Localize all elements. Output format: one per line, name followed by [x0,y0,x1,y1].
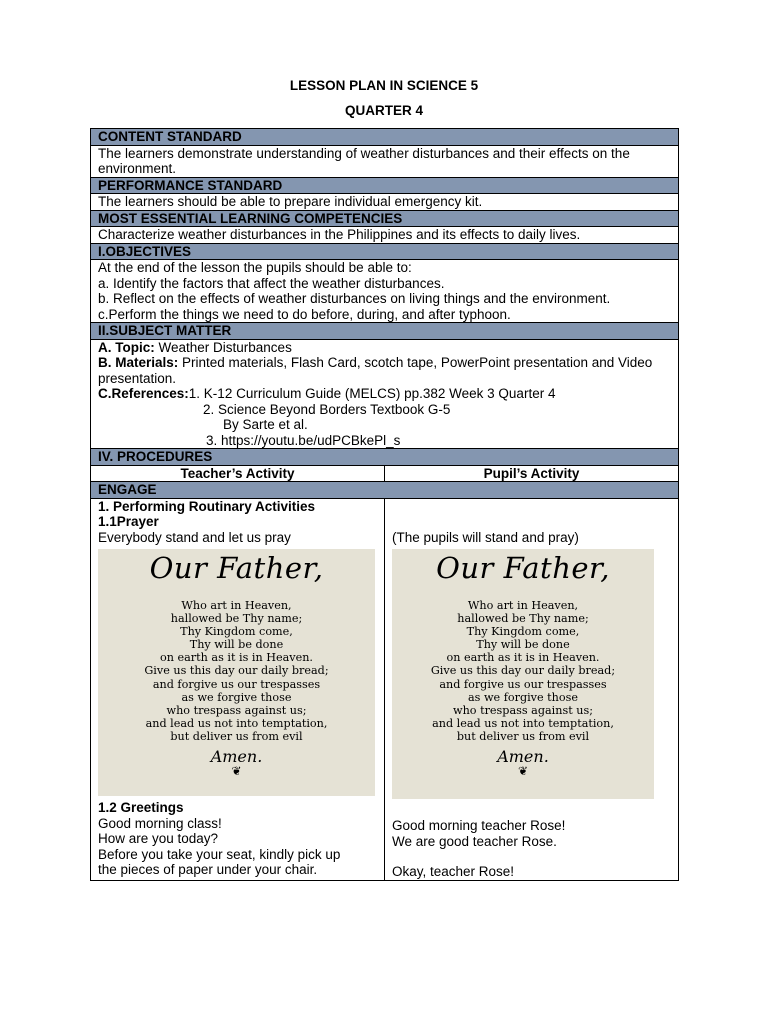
prayer-line: hallowed be Thy name; [457,612,589,626]
procedures-header: IV. PROCEDURES [91,449,679,466]
document-title: LESSON PLAN IN SCIENCE 5 [289,78,479,93]
reference-2-author: By Sarte et al. [223,417,308,432]
prayer-line: Give us this day our daily bread; [144,664,329,678]
materials-value: Printed materials, Flash Card, scotch tape, PowerPoint presentation and Video presentation. [98,355,653,386]
prayer-title: Our Father, [149,551,324,585]
teacher-greeting-line: How are you today? [98,831,219,846]
spacer [392,803,671,818]
prayer-line: who trespass against us; [166,703,307,717]
teacher-greeting-line: Good morning class! [98,815,222,831]
materials-label: B. Materials: [98,355,179,370]
topic-row [98,340,671,356]
objectives-line: c.Perform the things we need to do before, during, and after typhoon. [98,306,511,322]
prayer-line: as we forgive those [181,690,292,704]
prayer-line: and lead us not into temptation, [145,716,328,730]
subject-matter-body [91,339,679,449]
prayer-line: as we forgive those [468,690,578,704]
spacer [392,849,671,864]
routinary-heading: 1. Performing Routinary Activities [98,498,316,514]
prayer-line: and forgive us our trespasses [152,677,321,691]
objectives-line: a. Identify the factors that affect the weather disturbances. [98,275,445,291]
prayer-line: on earth as it is in Heaven. [446,651,600,665]
materials-row [98,355,671,386]
melc-header: MOST ESSENTIAL LEARNING COMPETENCIES [91,210,679,227]
our-father-prayer-image [98,549,375,796]
references-label: C.References: [98,386,189,401]
prayer-line: who trespass against us; [453,703,593,717]
prayer-line: on earth as it is in Heaven. [160,651,313,665]
teacher-greeting-line: the pieces of paper under your chair. [98,862,318,877]
subject-matter-header: II.SUBJECT MATTER [91,323,679,340]
pupil-greeting-line: Good morning teacher Rose! [392,818,566,833]
prayer-line: and forgive us our trespasses [439,677,607,691]
objectives-line: b. Reflect on the effects of weather disturbances on living things and the environment. [98,291,611,306]
prayer-amen: Amen. [497,747,549,767]
lesson-plan-table [90,128,679,881]
teacher-prayer-text: Everybody stand and let us pray [98,529,291,545]
spacer [392,514,671,530]
prayer-line: hallowed be Thy name; [170,612,303,626]
flourish-ornament-icon: ❦ [231,763,242,778]
pupil-prayer-text: (The pupils will stand and pray) [392,529,579,545]
prayer-line: Thy will be done [476,638,570,652]
content-standard-text: The learners demonstrate understanding of weather disturbances and their effects on the environment. [91,145,679,177]
performance-standard-header: PERFORMANCE STANDARD [91,177,679,194]
engage-header: ENGAGE [91,482,679,499]
prayer-line: Thy Kingdom come, [466,625,580,639]
reference-3[interactable]: 3. https://youtu.be/udPCBkePl_s [206,432,401,448]
topic-value: Weather Disturbances [154,339,292,355]
prayer-line: Who art in Heaven, [467,599,579,612]
prayer-line: and lead us not into temptation, [432,716,614,730]
spacer [392,499,671,514]
prayer-line: Thy will be done [189,638,284,652]
objectives-header: I.OBJECTIVES [91,243,679,260]
reference-1: 1. K-12 Curriculum Guide (MELCS) pp.382 Week 3 Quarter 4 [188,386,556,401]
teacher-activity-cell [91,498,385,880]
prayer-line: but deliver us from evil [456,729,590,743]
prayer-lines [98,599,375,743]
prayer-line: Who art in Heaven, [181,599,292,612]
pupil-greeting-line: Okay, teacher Rose! [392,864,515,879]
prayer-lines [392,599,654,743]
prayer-line: Give us this day our daily bread; [430,664,616,678]
objectives-body [91,260,679,323]
objectives-line: At the end of the lesson the pupils should be able to: [98,260,412,275]
pupil-greeting-line: We are good teacher Rose. [392,833,557,849]
teacher-greeting-line: Before you take your seat, kindly pick up [98,846,341,862]
our-father-prayer-image [392,549,654,799]
pupil-activity-cell [385,498,679,880]
prayer-title: Our Father, [436,551,610,585]
prayer-amen: Amen. [210,747,263,767]
references-row [98,386,671,402]
topic-label: A. Topic: [98,339,155,355]
document-subtitle: QUARTER 4 [344,103,423,118]
reference-2: 2. Science Beyond Borders Textbook G-5 [203,401,451,417]
content-standard-header: CONTENT STANDARD [91,129,679,146]
prayer-heading: 1.1Prayer [98,514,159,529]
teacher-activity-column-header: Teacher’s Activity [91,465,385,482]
flourish-ornament-icon: ❦ [517,763,529,778]
melc-text: Characterize weather disturbances in the Philippines and its effects to daily lives. [91,227,679,244]
greetings-heading: 1.2 Greetings [98,800,184,815]
pupil-activity-column-header: Pupil’s Activity [385,465,679,482]
performance-standard-text: The learners should be able to prepare individual emergency kit. [91,194,679,211]
prayer-line: Thy Kingdom come, [180,625,293,639]
prayer-line: but deliver us from evil [170,729,303,743]
